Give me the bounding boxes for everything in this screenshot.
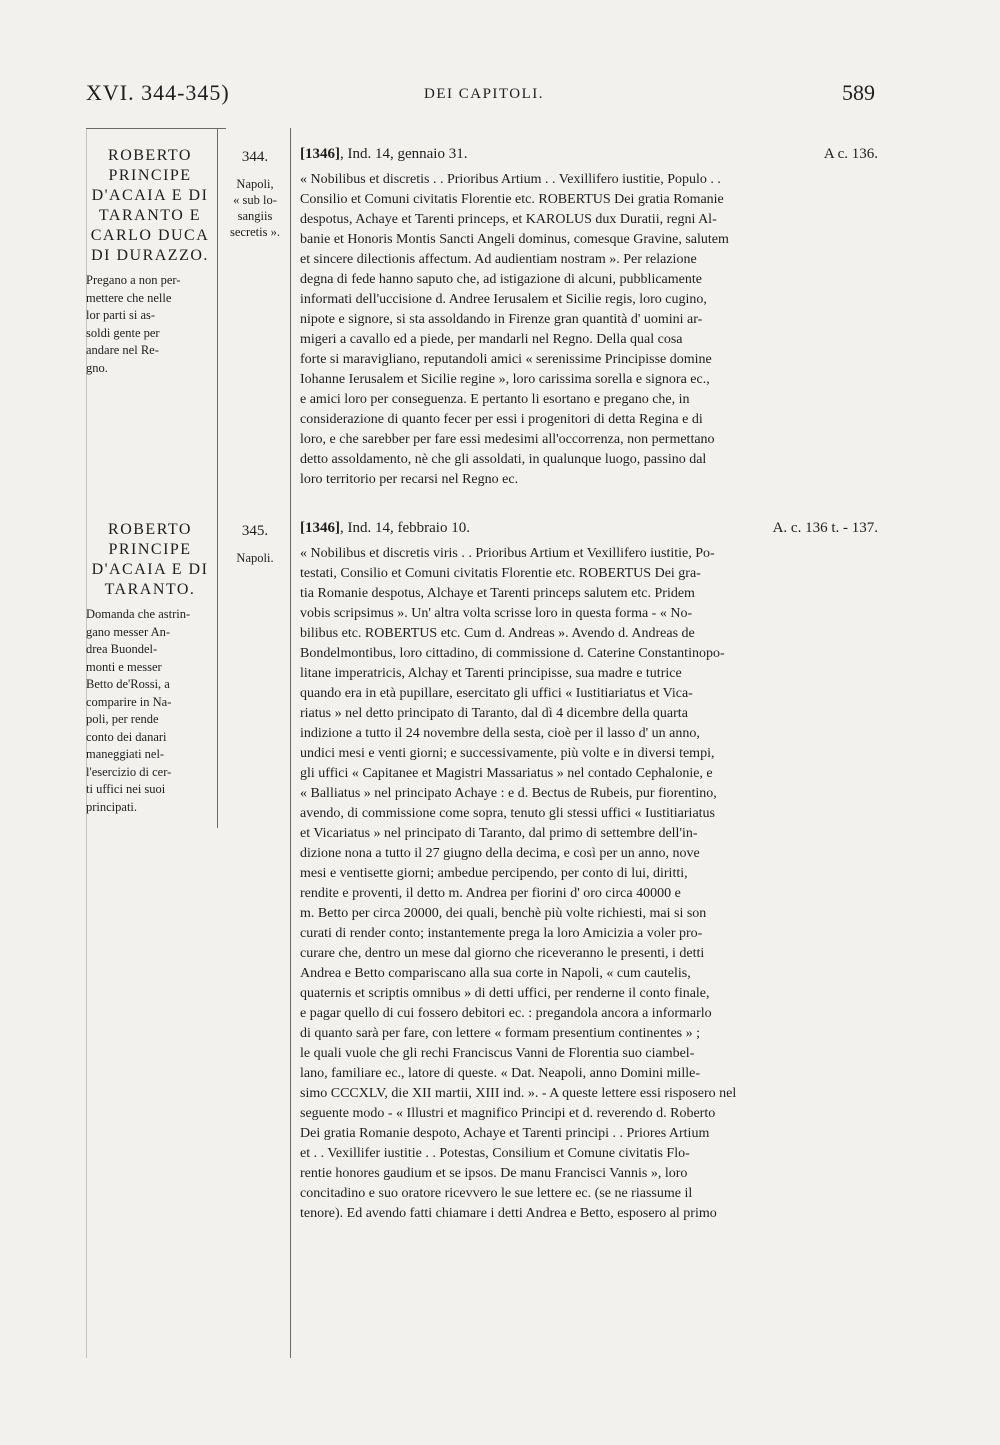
text-line: tenore). Ed avendo fatti chiamare i detti Andrea e Betto, esposero al primo — [300, 1206, 717, 1221]
title-line: TARANTO E — [98, 207, 202, 224]
text-line: considerazione di quanto fecer per essi i progenitori di detta Regina e di — [300, 412, 703, 427]
title-line: ROBERTO — [108, 521, 192, 538]
entry-reference: A. c. 136 t. - 137. — [772, 520, 878, 536]
entry-place — [220, 550, 290, 566]
text-line: migeri a cavallo ed a piede, per mandarli nel Regno. Della qual cosa — [300, 332, 683, 347]
text-line: curati di render conto; instantemente prega la loro Amicizia a voler pro- — [300, 926, 703, 941]
text-line: avendo, di commissione come sopra, tenuto gli stessi uffici « Iustitiariatus — [300, 806, 716, 821]
text-line: bilibus etc. ROBERTUS etc. Cum d. Andreas ». Avendo d. Andreas de — [300, 626, 695, 641]
summary-line: maneggiati nel- — [86, 747, 165, 761]
entry-date: , Ind. 14, febbraio 10. — [340, 520, 470, 536]
entry-text — [300, 544, 878, 1224]
summary-line: soldi gente per — [86, 325, 160, 340]
entry-body — [300, 146, 878, 490]
place-line: « sub lo- — [233, 193, 277, 207]
entry-date: , Ind. 14, gennaio 31. — [340, 146, 468, 162]
entry-number-column — [220, 146, 290, 240]
text-line: tia Romanie despotus, Alchaye et Tarenti princeps salutem etc. Pridem — [300, 586, 695, 601]
text-line: di quanto sarà per fare, con lettere « formam presentium continentes » ; — [300, 1026, 701, 1041]
summary-line: monti e messer — [86, 659, 162, 674]
title-line: PRINCIPE — [108, 167, 192, 184]
text-line: Bondelmontibus, loro cittadino, di commissione d. Caterine Constantinopo- — [300, 646, 725, 661]
title-line: DI DURAZZO. — [91, 247, 209, 264]
text-line: rendite e proventi, il detto m. Andrea per fiorini d' oro circa 40000 e — [300, 886, 681, 901]
summary-line: mettere che nelle — [86, 290, 172, 305]
text-line: seguente modo - « Illustri et magnifico Principi et d. reverendo d. Roberto — [300, 1106, 716, 1121]
entry-summary — [86, 272, 214, 377]
place-line: Napoli. — [236, 551, 274, 565]
entry-number-column — [220, 520, 290, 566]
entry-place — [220, 176, 290, 240]
text-line: testati, Consilio et Comuni civitatis Florentie etc. ROBERTUS Dei gra- — [300, 566, 701, 581]
text-line: vobis scripsimus ». Un' altra volta scrisse loro in questa forma - « No- — [300, 606, 693, 621]
text-line: forte si maravigliano, reputandoli amici « serenissime Principisse domine — [300, 352, 712, 367]
text-line: « Balliatus » nel principato Achaye : e d. Bectus de Rubeis, pur fiorentino, — [300, 786, 717, 801]
text-line: litane imperatricis, Alchay et Tarenti principisse, sua madre e tutrice — [300, 666, 682, 681]
entry-summary — [86, 606, 214, 816]
text-line: e amici loro per conseguenza. E pertanto li esortano e pregano che, in — [300, 392, 690, 407]
text-line: undici mesi e venti giorni; e successivamente, più volte e in diversi tempi, — [300, 746, 715, 761]
entry-year: [1346] — [300, 146, 340, 162]
text-line: et . . Vexillifer iustitie . . Potestas, Consilium et Comune civitatis Flo- — [300, 1146, 690, 1161]
summary-line: lor parti si as- — [86, 308, 156, 322]
entry-number: 345. — [241, 523, 269, 539]
title-line: D'ACAIA E DI — [91, 187, 209, 204]
entry-date-line — [300, 146, 878, 170]
summary-line: ti uffici nei suoi — [86, 782, 166, 796]
summary-line: Domanda che astrin- — [86, 607, 191, 621]
summary-line: comparire in Na- — [86, 694, 172, 709]
text-line: loro, e che sarebber per fare essi medesimi all'occorrenza, non permettano — [300, 432, 715, 447]
text-line: « Nobilibus et discretis . . Prioribus Artium . . Vexillifero iustitie, Populo . . — [300, 172, 721, 187]
title-line: PRINCIPE — [108, 541, 192, 558]
text-line: « Nobilibus et discretis viris . . Prioribus Artium et Vexillifero iustitie, Po- — [300, 546, 715, 561]
text-line: indizione a tutto il 24 novembre della sesta, cioè per il lasso d' un anno, — [300, 726, 700, 741]
summary-line: drea Buondel- — [86, 642, 158, 656]
entry-body — [300, 520, 878, 1224]
place-line: sangiis — [237, 209, 273, 223]
text-line: concitadino e suo oratore ricevvero le sue lettere ec. (se ne riassume il — [300, 1186, 693, 1201]
text-line: Andrea e Betto compariscano alla sua corte in Napoli, « cum cautelis, — [300, 966, 691, 981]
text-line: mesi e ventisette giorni; ambedue percipendo, per conto di lui, diritti, — [300, 866, 688, 881]
text-line: dizione nona a tutto il 27 giugno della decima, e così per un anno, nove — [300, 846, 700, 861]
column-rule-left — [217, 128, 218, 828]
text-line: quaternis et scriptis omnibus » di detti uffici, per renderne il conto finale, — [300, 986, 710, 1001]
text-line: rentie honores gaudium et se ipsos. De manu Francisci Vannis », loro — [300, 1166, 688, 1181]
text-line: riatus » nel detto principato di Taranto, dal dì 4 dicembre della quarta — [300, 706, 688, 721]
entry-year: [1346] — [300, 520, 340, 536]
column-rule-right — [290, 128, 291, 1358]
text-line: Dei gratia Romanie despoto, Achaye et Tarenti principi . . Priores Artium — [300, 1126, 710, 1141]
entry-title-column — [86, 146, 214, 377]
text-line: m. Betto per circa 20000, dei quali, benchè più volte richiesti, mai si son — [300, 906, 707, 921]
entry-title-column — [86, 520, 214, 816]
summary-line: l'esercizio di cer- — [86, 764, 172, 779]
text-line: gli uffici « Capitanee et Magistri Massariatus » nel contado Cephalonie, e — [300, 766, 713, 781]
summary-line: gano messer An- — [86, 624, 171, 639]
text-line: informati dell'uccisione d. Andree Ierusalem et Sicilie regis, loro cugino, — [300, 292, 707, 307]
header-left: XVI. 344-345) — [86, 80, 230, 105]
text-line: e pagar quello di cui fossero debitori ec. : pregandola ancora a informarlo — [300, 1006, 712, 1021]
text-line: et sincere dilectionis affectum. Ad audientiam nostram ». Per relazione — [300, 252, 697, 267]
text-line: nipote e signore, si sta assoldando in Firenze gran quantità d' uomini ar- — [300, 312, 703, 327]
place-line: secretis ». — [230, 225, 280, 239]
text-line: et Vicariatus » nel principato di Taranto, dal primo di settembre dell'in- — [300, 826, 698, 841]
header-rule — [86, 128, 226, 129]
text-line: loro territorio per recarsi nel Regno ec. — [300, 472, 519, 487]
summary-line: andare nel Re- — [86, 343, 159, 357]
entry-number: 344. — [241, 149, 269, 165]
text-line: curare che, dentro un mese dal giorno che riceveranno le presenti, i detti — [300, 946, 705, 961]
running-header — [0, 80, 1000, 110]
page-number: 589 — [842, 80, 875, 105]
summary-line: Pregano a non per- — [86, 273, 181, 287]
text-line: Iohanne Ierusalem et Sicilie regine », loro carissima sorella e signora ec., — [300, 372, 710, 387]
entry-text — [300, 170, 878, 490]
text-line: degna di fede hanno saputo che, ad istigazione di alcuni, pubblicamente — [300, 272, 702, 287]
title-line: TARANTO. — [104, 581, 196, 598]
entry-reference: A c. 136. — [823, 146, 878, 162]
header-title: DEI CAPITOLI. — [424, 86, 545, 102]
entry-date-line — [300, 520, 878, 544]
summary-line: principati. — [86, 799, 138, 814]
summary-line: conto dei danari — [86, 729, 167, 744]
summary-line: poli, per rende — [86, 712, 159, 726]
text-line: simo CCCXLV, die XII martii, XIII ind. ». - A queste lettere essi risposero nel — [300, 1086, 737, 1101]
text-line: despotus, Achaye et Tarenti princeps, et KAROLUS dux Duratii, regni Al- — [300, 212, 717, 227]
text-line: lano, familiare ec., latore di queste. « Dat. Neapoli, anno Domini mille- — [300, 1066, 701, 1081]
title-line: CARLO DUCA — [90, 227, 210, 244]
text-line: quando era in età pupillare, esercitato gli uffici « Iustitiariatus et Vica- — [300, 686, 693, 701]
title-line: D'ACAIA E DI — [91, 561, 209, 578]
summary-line: gno. — [86, 360, 108, 375]
place-line: Napoli, — [236, 177, 274, 191]
text-line: Consilio et Comuni civitatis Florentie etc. ROBERTUS Dei gratia Romanie — [300, 192, 724, 207]
text-line: banie et Honoris Montis Sancti Angeli dominus, comesque Gravine, salutem — [300, 232, 729, 247]
text-line: detto assoldamento, nè che gli assoldati, in qualunque luogo, passino dal — [300, 452, 707, 467]
title-line: ROBERTO — [108, 147, 192, 164]
text-line: le quali vuole che gli rechi Franciscus Vanni de Florentia suo ciambel- — [300, 1046, 695, 1061]
summary-line: Betto de'Rossi, a — [86, 677, 170, 691]
